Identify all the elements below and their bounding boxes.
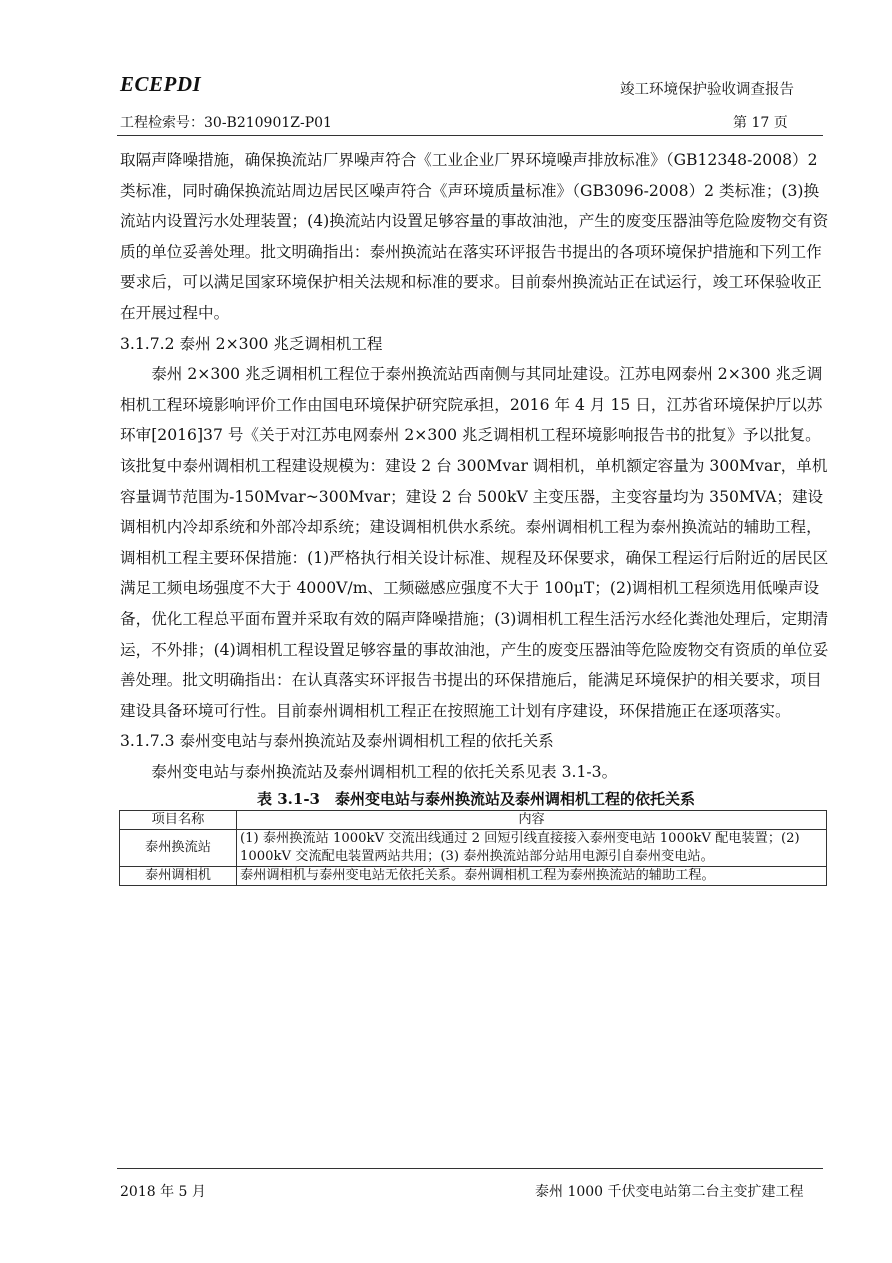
- report-name: 竣工环境保护验收调查报告: [620, 82, 794, 98]
- header-content: 内容: [237, 811, 827, 830]
- paragraph-relation-reference: 泰州变电站与泰州换流站及泰州调相机工程的依托关系见表 3.1-3。: [151, 762, 618, 781]
- footer-divider: [117, 1168, 823, 1169]
- company-logo: ECEPDI: [120, 72, 202, 96]
- row-content-converter-station: (1) 泰州换流站 1000kV 交流出线通过 2 回短引线直接接入泰州变电站 1000kV 配电装置；(2) 1000kV 交流配电装置两站共用；(3) 泰州换流站部分站用电源引自泰州变电站。: [237, 830, 827, 867]
- document-id: 工程检索号：30-B210901Z-P01: [120, 115, 332, 131]
- row-name-converter-station: 泰州换流站: [120, 830, 237, 867]
- table-header-row: [120, 811, 827, 830]
- paragraph-converter-station-measures: 取隔声降噪措施，确保换流站厂界噪声符合《工业企业厂界环境噪声排放标准》（GB12348-2008）2 类标准，同时确保换流站周边居民区噪声符合《声环境质量标准》（GB3096-2008）2 类标准；(3)换流站内设置污水处理装置；(4)换流站内设置足够容量的事故油池，产生的废变压器油等危险废物交有资质的单位妥善处理。批文明确指出：泰州换流站在落实环评报告书提出的各项环境保护措施和下列工作要求后，可以满足国家环境保护相关法规和标准的要求。目前泰州换流站正在试运行，竣工环保验收正在开展过程中。: [120, 151, 829, 322]
- page-body: [120, 145, 832, 886]
- paragraph-synchronous-condenser: 泰州 2×300 兆乏调相机工程位于泰州换流站西南侧与其同址建设。江苏电网泰州 2×300 兆乏调相机工程环境影响评价工作由国电环境保护研究院承担，2016 年 4 月 15 日，江苏省环境保护厅以苏环审[2016]37 号《关于对江苏电网泰州 2×300 兆乏调相机工程环境影响报告书的批复》予以批复。该批复中泰州调相机工程建设规模为：建设 2 台 300Mvar 调相机，单机额定容量为 300Mvar，单机容量调节范围为-150Mvar~300Mvar；建设 2 台 500kV 主变压器，主变容量均为 350MVA；建设调相机内冷却系统和外部冷却系统；建设调相机供水系统。泰州调相机工程为泰州换流站的辅助工程，调相机工程主要环保措施：(1)严格执行相关设计标准、规程及环保要求，确保工程运行后附近的居民区满足工频电场强度不大于 4000V/m、工频磁感应强度不大于 100μT；(2)调相机工程须选用低噪声设备，优化工程总平面布置并采取有效的隔声降噪措施；(3)调相机工程生活污水经化粪池处理后，定期清运，不外排；(4)调相机工程设置足够容量的事故油池，产生的废变压器油等危险废物交有资质的单位妥善处理。批文明确指出：在认真落实环评报告书提出的环保措施后，能满足环境保护的相关要求，项目建设具备环境可行性。目前泰州调相机工程正在按照施工计划有序建设，环保措施正在逐项落实。: [120, 365, 829, 720]
- table-row: [120, 830, 827, 867]
- row-content-condenser: 泰州调相机与泰州变电站无依托关系。泰州调相机工程为泰州换流站的辅助工程。: [237, 867, 827, 886]
- footer-date: 2018 年 5 月: [120, 1184, 206, 1200]
- section-heading-3-1-7-2: 3.1.7.2 泰州 2×300 兆乏调相机工程: [120, 334, 383, 353]
- page-number: 第 17 页: [733, 115, 788, 131]
- row-name-condenser: 泰州调相机: [120, 867, 237, 886]
- section-heading-3-1-7-3: 3.1.7.3 泰州变电站与泰州换流站及泰州调相机工程的依托关系: [120, 732, 554, 751]
- footer-project-name: 泰州 1000 千伏变电站第二台主变扩建工程: [535, 1184, 804, 1200]
- header-divider: [117, 135, 823, 136]
- table-caption: 表 3.1-3 泰州变电站与泰州换流站及泰州调相机工程的依托关系: [257, 790, 695, 809]
- table-row: [120, 867, 827, 886]
- header-project-name: 项目名称: [120, 811, 237, 830]
- relation-table: [119, 810, 827, 886]
